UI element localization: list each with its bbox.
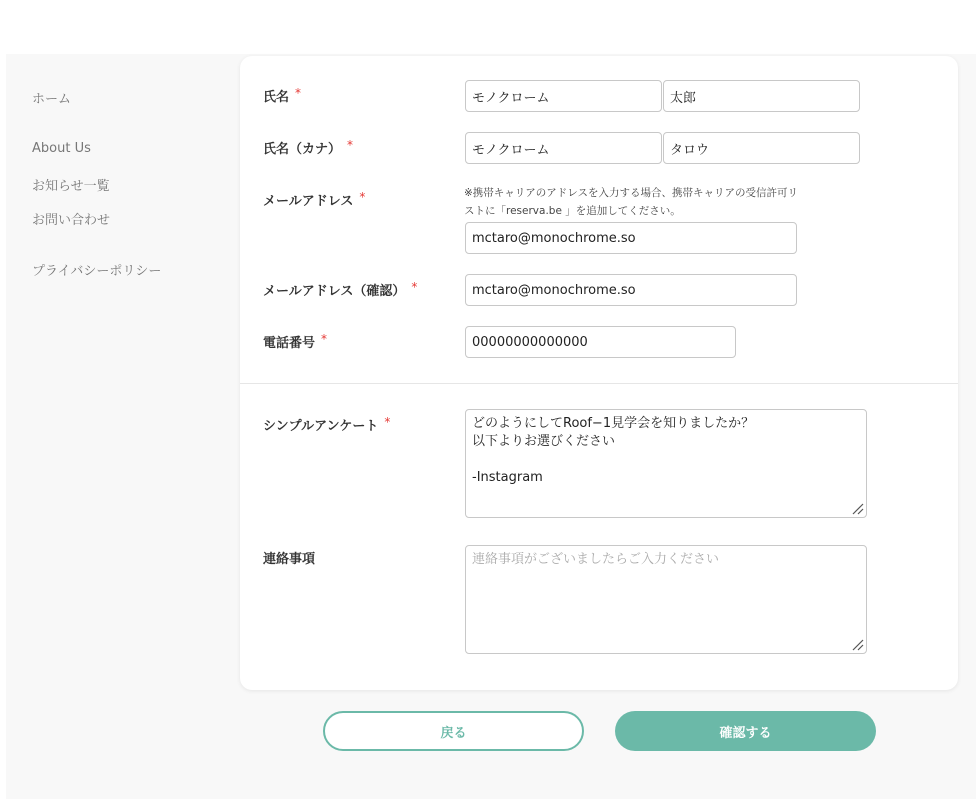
email-label-text: メールアドレス <box>263 194 354 209</box>
required-mark: * <box>384 415 391 429</box>
name-label-text: 氏名 <box>263 90 290 105</box>
email-confirm-input[interactable] <box>465 274 797 306</box>
section-divider <box>240 383 958 384</box>
last-name-kana-input[interactable] <box>465 132 662 164</box>
email-confirm-label <box>263 280 417 299</box>
reservation-form-card <box>240 56 958 690</box>
email-input[interactable] <box>465 222 797 254</box>
sidebar-item-privacy-policy[interactable]: プライバシーポリシー <box>32 264 162 279</box>
required-mark: * <box>295 86 302 100</box>
required-mark: * <box>347 138 354 152</box>
email-carrier-note <box>464 184 874 220</box>
resize-grip-icon[interactable] <box>850 637 864 651</box>
contact-notes-label-text: 連絡事項 <box>263 552 316 567</box>
email-confirm-label-text: メールアドレス（確認） <box>263 284 406 299</box>
survey-line-2: 以下よりお選びください <box>472 434 616 449</box>
survey-label-text: シンプルアンケート <box>263 419 379 434</box>
confirm-button[interactable]: 確認する <box>615 711 876 751</box>
email-label <box>263 190 365 209</box>
first-name-input[interactable] <box>663 80 860 112</box>
sidebar-item-contact[interactable]: お問い合わせ <box>32 213 111 228</box>
resize-grip-icon[interactable] <box>850 501 864 515</box>
last-name-input[interactable] <box>465 80 662 112</box>
phone-label-text: 電話番号 <box>263 336 316 351</box>
sidebar-item-home[interactable]: ホーム <box>32 92 72 107</box>
required-mark: * <box>359 190 366 204</box>
contact-notes-textarea[interactable] <box>465 545 867 654</box>
sidebar-item-news[interactable]: お知らせ一覧 <box>32 179 110 194</box>
survey-line-3 <box>472 451 860 469</box>
survey-line-4: -Instagram <box>472 470 543 485</box>
back-button[interactable]: 戻る <box>323 711 584 751</box>
name-kana-label <box>263 138 353 157</box>
name-kana-label-text: 氏名（カナ） <box>263 142 342 157</box>
name-label <box>263 86 301 105</box>
phone-label <box>263 332 327 351</box>
survey-textarea[interactable] <box>465 409 867 518</box>
survey-line-1: どのようにしてRoof−1見学会を知りましたか？ <box>472 416 755 431</box>
contact-notes-label <box>263 548 315 567</box>
email-note-line-1: ※携帯キャリアのアドレスを入力する場合、携帯キャリアの受信許可リ <box>464 187 798 199</box>
survey-label <box>263 415 390 434</box>
required-mark: * <box>411 280 418 294</box>
contact-notes-placeholder: 連絡事項がございましたらご入力ください <box>472 552 720 567</box>
first-name-kana-input[interactable] <box>663 132 860 164</box>
phone-input[interactable] <box>465 326 736 358</box>
email-note-line-2: ストに「reserva.be 」を追加してください。 <box>464 205 681 217</box>
sidebar-item-about-us[interactable]: About Us <box>32 141 91 156</box>
required-mark: * <box>321 332 328 346</box>
